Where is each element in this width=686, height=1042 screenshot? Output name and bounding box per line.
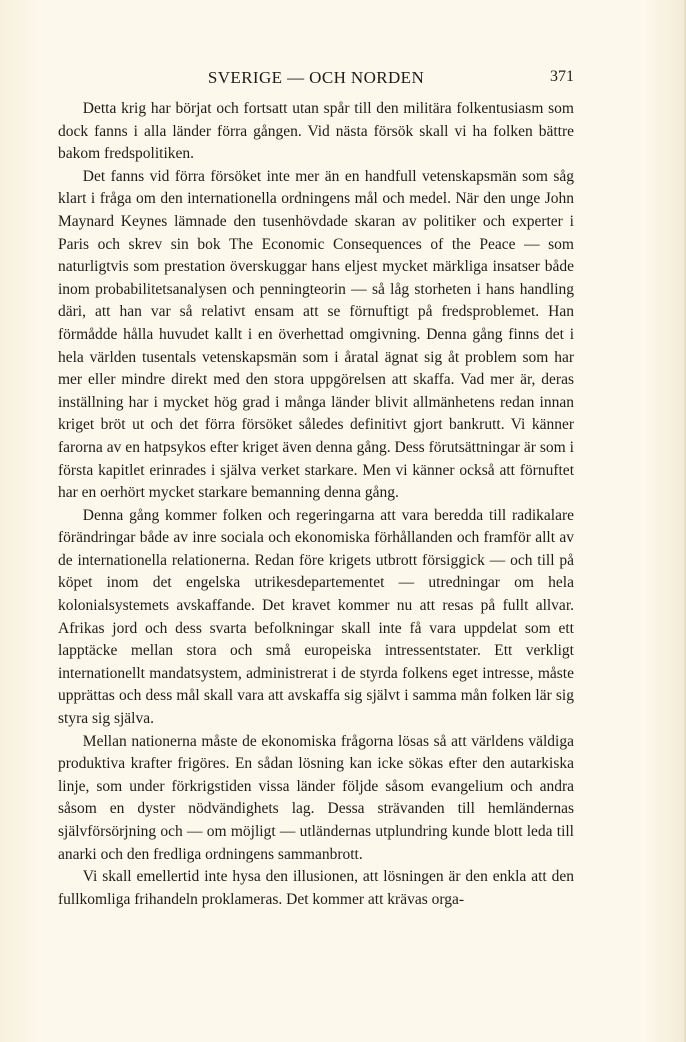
running-head: SVERIGE — OCH NORDEN — [207, 68, 425, 87]
page-header — [58, 68, 574, 92]
body-text — [58, 98, 574, 911]
paragraph-4: Mellan nationerna måste de ekonomiska frågorna lösas så att världens väldiga produktiva krafter frigöres. En sådan lösning kan icke sökas efter den autarkiska linje, som under förkrigstiden vissa länder följde såsom evangelium och andra såsom en dyster nödvändighets lag. Dessa strävanden till hemländernas självförsörjning och — om möjligt — utländernas utplundring kunde blott leda till anarki och den fredliga ordningens sammanbrott. — [58, 732, 574, 863]
paragraph-2: Det fanns vid förra försöket inte mer än en handfull vetenskapsmän som såg klart i fråga om den internationella ordningens mål och medel. När den unge John Maynard Keynes lämnade den tusenhövdade skaran av politiker och experter i Paris och skrev sin bok The Economic Consequences of the Peace — som naturligtvis som prestation överskuggar hans eljest mycket märkliga insatser både inom probabilitetsanalysen och penningteorin — så låg storheten i hans handling däri, att han var så relativt ensam att se förnuftigt på fredsproblemet. Han förmådde hålla huvudet kallt i en överhettad omgivning. Denna gång finns det i hela världen tusentals vetenskapsmän som i åratal ägnat sig åt problem som har mer eller mindre direkt med den stora uppgörelsen att skaffa. Vad mer är, deras inställning har i mycket hög grad i många länder blivit allmänhetens redan innan kriget bröt ut och det förra försöket således definitivt gjort bankrutt. Vi känner farorna av en hatpsykos efter kriget även denna gång. Dess förutsättningar är som i första kapitlet erinrades i själva verket starkare. Men vi känner också att förnuftet har en oerhört mycket starkare bemanning denna gång. — [58, 167, 574, 502]
paragraph-3: Denna gång kommer folken och regeringarna att vara beredda till radikalare förändringar både av inre sociala och ekonomiska förhållanden och framför allt av de internationella relationerna. Redan före krigets utbrott försiggick — och till på köpet inom det engelska utrikesdepartementet — utredningar om hela kolonialsystemets avskaffande. Det kravet kommer nu att resas på fullt allvar. Afrikas jord och dess svarta befolkningar skall inte få vara uppdelat som ett lapptäcke mellan stora och små europeiska intressentstater. Ett verkligt internationellt mandatsystem, administrerat i de styrda folkens eget intresse, måste upprättas och dess mål skall vara att avskaffa sig självt i samma mån folken lär sig styra sig själva. — [58, 506, 574, 728]
paragraph-5: Vi skall emellertid inte hysa den illusionen, att lösningen är den enkla att den fullkomliga frihandeln proklameras. Det kommer att krävas orga- — [58, 868, 574, 908]
page-number: 371 — [550, 68, 574, 85]
paragraph-1: Detta krig har börjat och fortsatt utan spår till den militära folkentusiasm som dock fanns i alla länder förra gången. Vid nästa försök skall vi ha folken bättre bakom fredspolitiken. — [58, 100, 574, 163]
